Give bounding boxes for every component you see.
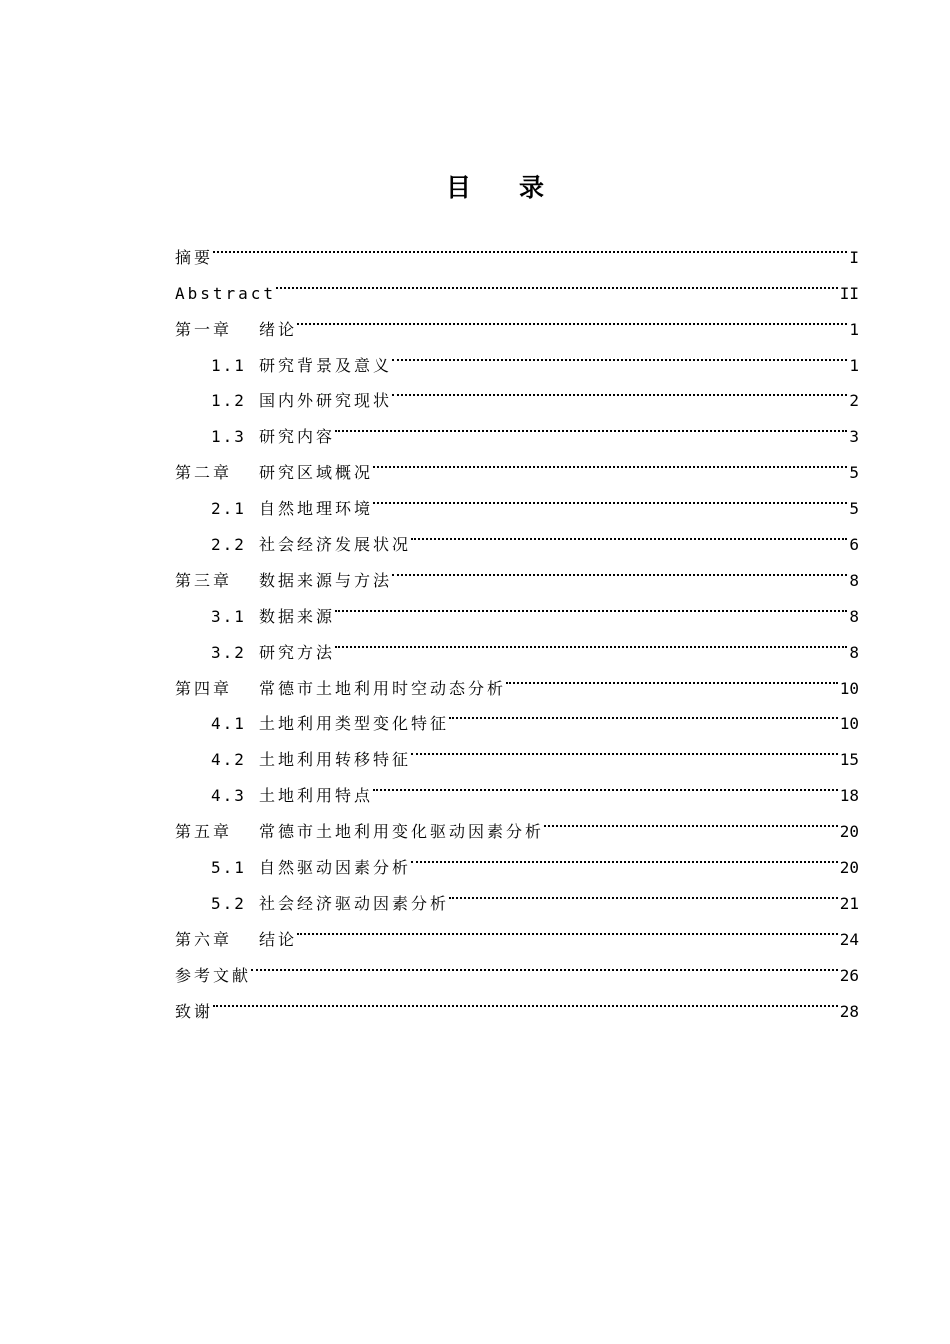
toc-entry-number: 第六章 [175,929,233,949]
toc-entry-page-number: 10 [839,714,859,734]
toc-dot-leader [411,514,849,550]
toc-entry-page-number: 8 [849,606,859,626]
toc-entry-label: 数据来源 [259,606,336,626]
toc-entry[interactable] [175,299,859,339]
toc-entry-label: 土地利用特点 [259,786,374,806]
toc-dot-leader [335,586,849,622]
toc-entry-number: 3.1 [211,606,246,626]
toc-entry-number: 1.1 [211,355,246,375]
toc-dot-leader [506,658,840,694]
page-title [0,168,950,204]
toc-entry-page-number: 15 [839,750,859,770]
toc-dot-leader [335,406,849,442]
toc-entry-number: 第二章 [175,463,233,483]
toc-entry-page-number: 8 [849,642,859,662]
toc-entry-number: 第一章 [175,319,233,339]
toc-dot-leader [392,550,849,586]
toc-entry[interactable] [175,263,859,303]
toc-entry-page-number: 5 [849,499,859,519]
toc-entry-number: 第三章 [175,570,233,590]
toc-dot-leader [373,442,849,478]
toc-entry-number: 1.3 [211,427,246,447]
toc-dot-leader [213,227,849,263]
toc-entry-label: 国内外研究现状 [259,391,393,411]
toc-dot-leader [335,622,849,658]
toc-entry-label: 数据来源与方法 [259,570,393,590]
toc-dot-leader [297,299,849,335]
toc-dot-leader [449,873,840,909]
toc-entry-page-number: I [849,247,859,267]
toc-entry-label: 研究背景及意义 [259,355,393,375]
toc-entry-page-number: 6 [849,535,859,555]
toc-entry-label: 结论 [259,929,298,949]
title-char-1: 目 [445,173,471,202]
toc-dot-leader [297,909,840,945]
toc-entry-label: 土地利用类型变化特征 [259,714,450,734]
toc-entry-page-number: 3 [849,427,859,447]
toc-entry-number: 2.1 [211,499,246,519]
toc-entry-label: 自然驱动因素分析 [259,858,412,878]
toc-entry-number: 第五章 [175,822,233,842]
title-char-2: 录 [519,173,545,202]
toc-entry-number: 4.3 [211,786,246,806]
toc-entry-label: 社会经济驱动因素分析 [259,893,450,913]
toc-entry-page-number: 5 [849,463,859,483]
toc-entry-label: 常德市土地利用变化驱动因素分析 [259,822,545,842]
toc-entry-label: 致谢 [175,1001,214,1021]
toc-entry-label: 自然地理环境 [259,499,374,519]
toc-dot-leader [392,371,849,407]
toc-entry-number: 第四章 [175,678,233,698]
toc-dot-leader [392,335,849,371]
toc-entry-page-number: 20 [839,822,859,842]
toc-entry-number: 4.2 [211,750,246,770]
toc-entry-number: 2.2 [211,535,246,555]
toc-entry-page-number: 1 [849,319,859,339]
toc-entry[interactable] [175,945,859,985]
toc-entry-label: 摘要 [175,247,214,267]
toc-entry-label: 研究内容 [259,427,336,447]
toc-entry-label: 绪论 [259,319,298,339]
toc-entry-label: 常德市土地利用时空动态分析 [259,678,507,698]
toc-entry-page-number: 18 [839,786,859,806]
toc-entry-page-number: 20 [839,858,859,878]
toc-entry-page-number: 26 [839,965,859,985]
toc-entry-page-number: 28 [839,1001,859,1021]
toc-dot-leader [373,478,849,514]
toc-entry-label: 研究区域概况 [259,463,374,483]
toc-entry-number: 1.2 [211,391,246,411]
toc-entry[interactable] [175,227,859,267]
toc-dot-leader [544,801,840,837]
toc-entry-label: Abstract [175,283,277,303]
toc-entry-page-number: II [839,283,859,303]
toc-dot-leader [213,981,840,1017]
toc-dot-leader [449,694,840,730]
toc-dot-leader [411,729,840,765]
toc-entry-page-number: 2 [849,391,859,411]
toc-dot-leader [251,945,840,981]
toc-entry-label: 社会经济发展状况 [259,535,412,555]
toc-entry-number: 5.1 [211,858,246,878]
toc-entry-page-number: 8 [849,570,859,590]
toc-entry-label: 参考文献 [175,965,252,985]
toc-entry-page-number: 1 [849,355,859,375]
table-of-contents [175,227,859,1021]
toc-entry-number: 3.2 [211,642,246,662]
toc-entry-number: 4.1 [211,714,246,734]
toc-entry-page-number: 24 [839,929,859,949]
toc-entry[interactable] [175,981,859,1021]
toc-entry-page-number: 10 [839,678,859,698]
toc-entry-label: 研究方法 [259,642,336,662]
toc-entry-label: 土地利用转移特征 [259,750,412,770]
toc-entry-page-number: 21 [839,893,859,913]
toc-dot-leader [373,765,840,801]
toc-entry-number: 5.2 [211,893,246,913]
toc-dot-leader [411,837,840,873]
toc-dot-leader [276,263,840,299]
